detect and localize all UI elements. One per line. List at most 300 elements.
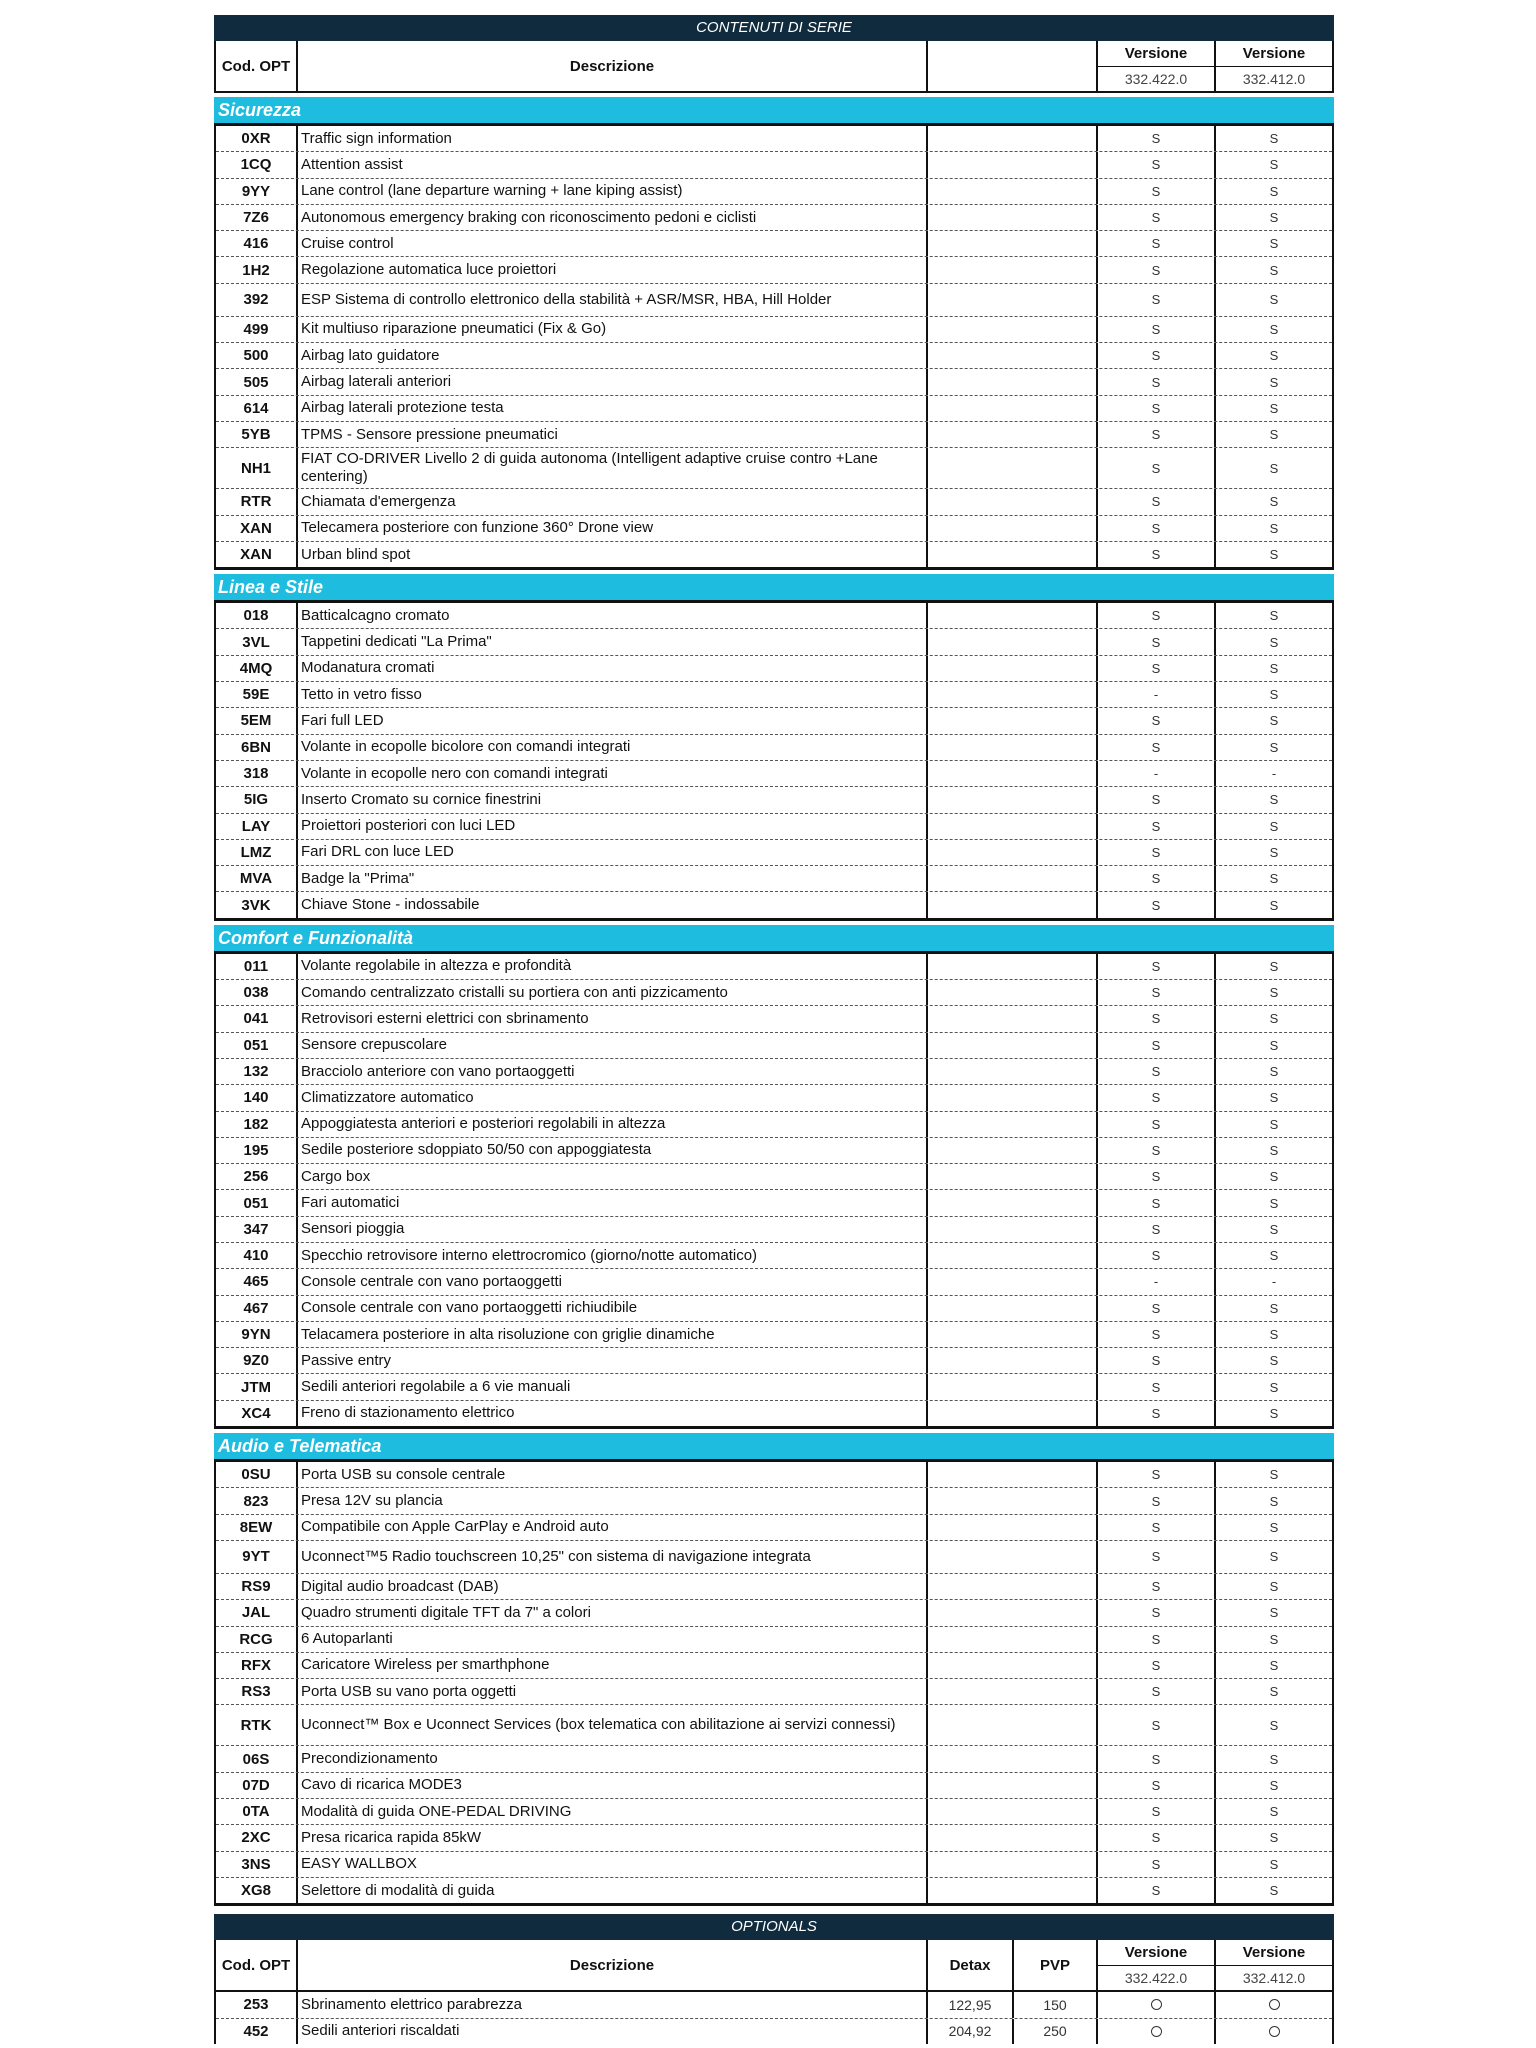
option-code: 195 [216,1138,298,1163]
version-1-value: S [1098,1164,1216,1189]
blank-cell [928,629,1098,654]
option-description: Fari DRL con luce LED [298,840,928,865]
option-description: Cargo box [298,1164,928,1189]
blank-column-header [928,41,1098,91]
version-1-value: S [1098,231,1216,256]
option-description: Compatibile con Apple CarPlay e Android auto [298,1515,928,1540]
option-description: Sensori pioggia [298,1217,928,1242]
option-code: 823 [216,1488,298,1513]
version-1-value: S [1098,1746,1216,1771]
table-row [216,152,1332,178]
option-description: Porta USB su console centrale [298,1462,928,1487]
version-2-value: S [1269,1519,1279,1535]
table-row [216,735,1332,761]
blank-cell [928,1006,1098,1031]
option-code: RFX [216,1653,298,1678]
option-code: NH1 [216,448,298,488]
version-2-value: S [1269,494,1279,510]
option-description: Uconnect™ Box e Uconnect Services (box telematica con abilitazione ai servizi connessi) [298,1705,928,1745]
table-row [216,257,1332,283]
version-2-value: S [1269,374,1279,390]
table-row [216,1462,1332,1488]
option-description: Freno di stazionamento elettrico [298,1401,928,1426]
version-1-value: S [1098,257,1216,282]
option-code: 0SU [216,1462,298,1487]
version-1-value: S [1098,126,1216,151]
blank-cell [928,814,1098,839]
table-row [216,1825,1332,1851]
version-1-value: S [1098,840,1216,865]
version-2-value: S [1269,1011,1279,1027]
option-code: 051 [216,1190,298,1215]
table-row [216,1852,1332,1878]
blank-cell [928,603,1098,628]
blank-cell [928,369,1098,394]
version-2-value: S [1269,1493,1279,1509]
version-1-label: Versione [1124,44,1188,62]
table-row [216,866,1332,892]
option-description: Specchio retrovisore interno elettrocromico (giorno/notte automatico) [298,1243,928,1268]
option-code: 416 [216,231,298,256]
table-row [216,603,1332,629]
option-description: Console centrale con vano portaoggetti [298,1269,928,1294]
option-description: Batticalcagno cromato [298,603,928,628]
version-2-value: S [1269,634,1279,650]
option-description: Attention assist [298,152,928,177]
option-code: 467 [216,1296,298,1321]
blank-cell [928,1401,1098,1426]
blank-cell [928,284,1098,316]
version-2-value: S [1269,985,1279,1001]
option-description: Proiettori posteriori con luci LED [298,814,928,839]
version-2-value: S [1269,1221,1279,1237]
version-2-value: S [1269,1467,1279,1483]
option-code: RTK [216,1705,298,1745]
blank-cell [928,1322,1098,1347]
version-1-value: - [1098,1269,1216,1294]
version-1-value: S [1098,1574,1216,1599]
table-row [216,629,1332,655]
section-rows [214,954,1334,1429]
option-description: Appoggiatesta anteriori e posteriori regolabili in altezza [298,1112,928,1137]
table-row [216,954,1332,980]
option-code: RS3 [216,1679,298,1704]
table-row [216,1600,1332,1626]
detax-price: 204,92 [928,2019,1014,2044]
blank-cell [928,257,1098,282]
blank-cell [928,892,1098,917]
version-2-value: S [1269,1631,1279,1647]
version-2-value: S [1269,1300,1279,1316]
version-1-value: S [1098,1825,1216,1850]
option-code: 347 [216,1217,298,1242]
table-row [216,1296,1332,1322]
option-description: Autonomous emergency braking con riconoscimento pedoni e ciclisti [298,205,928,230]
table-row [216,1243,1332,1269]
blank-cell [928,1746,1098,1771]
version-2-value: S [1269,1169,1279,1185]
option-description: Airbag laterali anteriori [298,369,928,394]
version-1-value: S [1098,1006,1216,1031]
version-2-value: S [1269,1379,1279,1395]
version-1-value: S [1098,1190,1216,1215]
table-row [216,1574,1332,1600]
blank-cell [928,682,1098,707]
version-1-value: S [1098,814,1216,839]
version-2-value: S [1269,1142,1279,1158]
option-description: Telacamera posteriore in alta risoluzione con griglie dinamiche [298,1322,928,1347]
blank-cell [928,866,1098,891]
option-code: XAN [216,516,298,541]
version-1-value: S [1098,1773,1216,1798]
version-1-value: S [1098,179,1216,204]
option-code: LAY [216,814,298,839]
blank-cell [928,542,1098,567]
blank-cell [928,152,1098,177]
version-2-value: S [1269,427,1279,443]
blank-cell [928,317,1098,342]
option-description: Sedili anteriori regolabile a 6 vie manuali [298,1374,928,1399]
version-2-value [1216,2019,1332,2044]
version-1-value: S [1098,1374,1216,1399]
blank-cell [928,126,1098,151]
option-code: 041 [216,1006,298,1031]
version-1-value: S [1098,317,1216,342]
option-description: Traffic sign information [298,126,928,151]
option-description: Tetto in vetro fisso [298,682,928,707]
blank-cell [928,1269,1098,1294]
option-code: 1CQ [216,152,298,177]
blank-cell [928,1878,1098,1903]
option-description: Telecamera posteriore con funzione 360° Drone view [298,516,928,541]
version-2-value: S [1269,608,1279,624]
table-row [216,1374,1332,1400]
version-1-value: S [1098,1112,1216,1137]
version-1-value: S [1098,1296,1216,1321]
optionals-rows [214,1992,1334,2044]
option-description: Passive entry [298,1348,928,1373]
section-title: Linea e Stile [214,574,1334,603]
version-1-value: S [1098,542,1216,567]
table-row [216,369,1332,395]
option-code: 253 [216,1992,298,2017]
version-1-value: - [1098,761,1216,786]
blank-cell [928,396,1098,421]
version-2-value: S [1269,1195,1279,1211]
blank-cell [928,489,1098,514]
option-code: XG8 [216,1878,298,1903]
table-row [216,1992,1332,2018]
section-title: Audio e Telematica [214,1433,1334,1462]
version-1-value: S [1098,1138,1216,1163]
option-code: 182 [216,1112,298,1137]
version-1-value: S [1098,1541,1216,1573]
version-1-value: S [1098,708,1216,733]
table-row [216,1653,1332,1679]
version-2-value [1216,1992,1332,2017]
option-code: 614 [216,396,298,421]
version-2-value: S [1269,1657,1279,1673]
version-1-value: S [1098,1878,1216,1903]
version-2-value: S [1269,818,1279,834]
blank-cell [928,1852,1098,1877]
optionals-banner: OPTIONALS [214,1914,1334,1940]
option-description: Fari automatici [298,1190,928,1215]
blank-cell [928,1348,1098,1373]
table-row [216,1799,1332,1825]
section-title: Comfort e Funzionalità [214,925,1334,954]
option-code: 132 [216,1059,298,1084]
version-1-value: S [1098,1852,1216,1877]
version-1-value: S [1098,1653,1216,1678]
option-description: Airbag laterali protezione testa [298,396,928,421]
table-row [216,682,1332,708]
table-row [216,1746,1332,1772]
blank-cell [928,787,1098,812]
section-rows [214,603,1334,921]
version-1-value: S [1098,1033,1216,1058]
blank-cell [928,1033,1098,1058]
table-row [216,1112,1332,1138]
version-2-value: S [1269,660,1279,676]
section-2 [214,925,1334,1429]
option-code: 410 [216,1243,298,1268]
option-code: 5YB [216,422,298,447]
option-code: 3NS [216,1852,298,1877]
version-2-value: S [1269,844,1279,860]
version-2-value: S [1269,713,1279,729]
table-row [216,761,1332,787]
version-2-value: - [1271,766,1277,782]
pvp-price: 150 [1014,1992,1098,2017]
option-code: 500 [216,343,298,368]
table-row [216,317,1332,343]
option-code: RTR [216,489,298,514]
option-description: Cavo di ricarica MODE3 [298,1773,928,1798]
option-code: RCG [216,1627,298,1652]
version-1-value: S [1098,1243,1216,1268]
table-row [216,980,1332,1006]
version-1-value: - [1098,682,1216,707]
option-description: Bracciolo anteriore con vano portaoggetti [298,1059,928,1084]
option-description: Regolazione automatica luce proiettori [298,257,928,282]
version-1-value: S [1098,369,1216,394]
table-row [216,205,1332,231]
table-row [216,1679,1332,1705]
blank-cell [928,1541,1098,1573]
table-row [216,422,1332,448]
table-row [216,1164,1332,1190]
optional-circle-icon [1269,2026,1280,2037]
option-code: 505 [216,369,298,394]
table-row [216,1541,1332,1574]
version-2-value: S [1269,1717,1279,1733]
version-1-value: S [1098,603,1216,628]
table-row [216,1348,1332,1374]
version-1-value: S [1098,656,1216,681]
version-2-value: S [1269,1353,1279,1369]
option-description: Sedili anteriori riscaldati [298,2019,928,2044]
option-code: JTM [216,1374,298,1399]
version-2-value: S [1269,1605,1279,1621]
blank-cell [928,1164,1098,1189]
version-2-value: S [1269,460,1279,476]
table-row [216,840,1332,866]
version-2-code: 332.412.0 [1216,66,1332,91]
option-code: 4MQ [216,656,298,681]
version-1-value: S [1098,489,1216,514]
blank-cell [928,840,1098,865]
option-description: Retrovisori esterni elettrici con sbrinamento [298,1006,928,1031]
option-code: 59E [216,682,298,707]
version-2-value: S [1269,1751,1279,1767]
option-description: Lane control (lane departure warning + lane kiping assist) [298,179,928,204]
option-description: Selettore di modalità di guida [298,1878,928,1903]
table-row [216,1488,1332,1514]
table-row [216,1705,1332,1746]
version-2-label: Versione [1242,44,1306,62]
table-row [216,1401,1332,1426]
blank-cell [928,761,1098,786]
version-1-value: S [1098,205,1216,230]
section-rows [214,1462,1334,1906]
standard-sections [214,97,1334,1906]
blank-cell [928,1138,1098,1163]
version-1-value: S [1098,866,1216,891]
detax-column-header: Detax [928,1940,1014,1990]
optionals-header-row [214,1940,1334,1992]
standard-banner: CONTENUTI DI SERIE [214,15,1334,41]
version-1-value: S [1098,1679,1216,1704]
option-description: Volante regolabile in altezza e profondità [298,954,928,979]
version-1-value: S [1098,396,1216,421]
option-code: 5IG [216,787,298,812]
version-1-value: S [1098,343,1216,368]
option-description: Kit multiuso riparazione pneumatici (Fix & Go) [298,317,928,342]
option-description: Porta USB su vano porta oggetti [298,1679,928,1704]
option-description: Chiamata d'emergenza [298,489,928,514]
version-2-value: S [1269,1116,1279,1132]
section-rows [214,126,1334,570]
version-2-value: S [1269,547,1279,562]
section-3 [214,1433,1334,1906]
pvp-price: 250 [1014,2019,1098,2044]
option-code: 0TA [216,1799,298,1824]
option-code: JAL [216,1600,298,1625]
option-description: Sedile posteriore sdoppiato 50/50 con appoggiatesta [298,1138,928,1163]
version-2-value: S [1269,1405,1279,1421]
option-description: ESP Sistema di controllo elettronico della stabilità + ASR/MSR, HBA, Hill Holder [298,284,928,316]
option-description: Caricatore Wireless per smarthphone [298,1653,928,1678]
version-2-value: S [1269,1064,1279,1080]
version-2-value: S [1269,1579,1279,1595]
version-1-value [1098,2019,1216,2044]
blank-cell [928,1653,1098,1678]
blank-cell [928,656,1098,681]
version-2-value: S [1269,1327,1279,1343]
version-1-value: S [1098,1085,1216,1110]
version-2-column-header [1216,41,1332,91]
table-row [216,1773,1332,1799]
version-1-column-header [1098,1940,1216,1990]
blank-cell [928,205,1098,230]
version-2-value: S [1269,210,1279,226]
table-row [216,1627,1332,1653]
version-1-value [1098,1992,1216,2017]
code-column-header: Cod. OPT [216,1940,298,1990]
option-code: 9YY [216,179,298,204]
blank-cell [928,1243,1098,1268]
option-code: 8EW [216,1515,298,1540]
blank-cell [928,1773,1098,1798]
table-row [216,1085,1332,1111]
version-2-value: S [1269,1804,1279,1820]
version-1-value: S [1098,1799,1216,1824]
version-2-value: S [1269,131,1279,147]
blank-cell [928,1217,1098,1242]
option-code: 0XR [216,126,298,151]
version-1-value: S [1098,954,1216,979]
detax-price: 122,95 [928,1992,1014,2017]
option-description: EASY WALLBOX [298,1852,928,1877]
table-row [216,1269,1332,1295]
version-1-value: S [1098,422,1216,447]
version-1-label: Versione [1124,1943,1188,1961]
option-description: Volante in ecopolle bicolore con comandi integrati [298,735,928,760]
option-description: Presa ricarica rapida 85kW [298,1825,928,1850]
version-2-value: S [1269,871,1279,887]
option-description: Inserto Cromato su cornice finestrini [298,787,928,812]
option-description: Modanatura cromati [298,656,928,681]
table-row [216,1878,1332,1903]
version-2-code: 332.412.0 [1216,1965,1332,1990]
table-row [216,1138,1332,1164]
version-2-value: S [1269,1037,1279,1053]
option-code: 9YN [216,1322,298,1347]
option-description: Sensore crepuscolare [298,1033,928,1058]
version-1-value: S [1098,1515,1216,1540]
option-code: 06S [216,1746,298,1771]
option-description: Tappetini dedicati "La Prima" [298,629,928,654]
version-2-value: S [1269,1856,1279,1872]
version-2-value: S [1269,897,1279,913]
blank-cell [928,422,1098,447]
table-row [216,179,1332,205]
option-description: Modalità di guida ONE-PEDAL DRIVING [298,1799,928,1824]
table-row [216,126,1332,152]
table-row [216,708,1332,734]
table-row [216,2019,1332,2044]
option-description: Airbag lato guidatore [298,343,928,368]
pvp-column-header: PVP [1014,1940,1098,1990]
table-row [216,1190,1332,1216]
option-description: Climatizzatore automatico [298,1085,928,1110]
blank-cell [928,1825,1098,1850]
option-code: 6BN [216,735,298,760]
version-2-value: S [1269,1549,1279,1565]
option-code: 051 [216,1033,298,1058]
price-list-sheet [214,15,1334,2044]
version-1-value: S [1098,735,1216,760]
option-code: 1H2 [216,257,298,282]
option-code: 140 [216,1085,298,1110]
table-row [216,489,1332,515]
version-2-value: - [1271,1274,1277,1290]
version-2-value: S [1269,1248,1279,1264]
blank-cell [928,735,1098,760]
option-description: Volante in ecopolle nero con comandi integrati [298,761,928,786]
version-2-column-header [1216,1940,1332,1990]
